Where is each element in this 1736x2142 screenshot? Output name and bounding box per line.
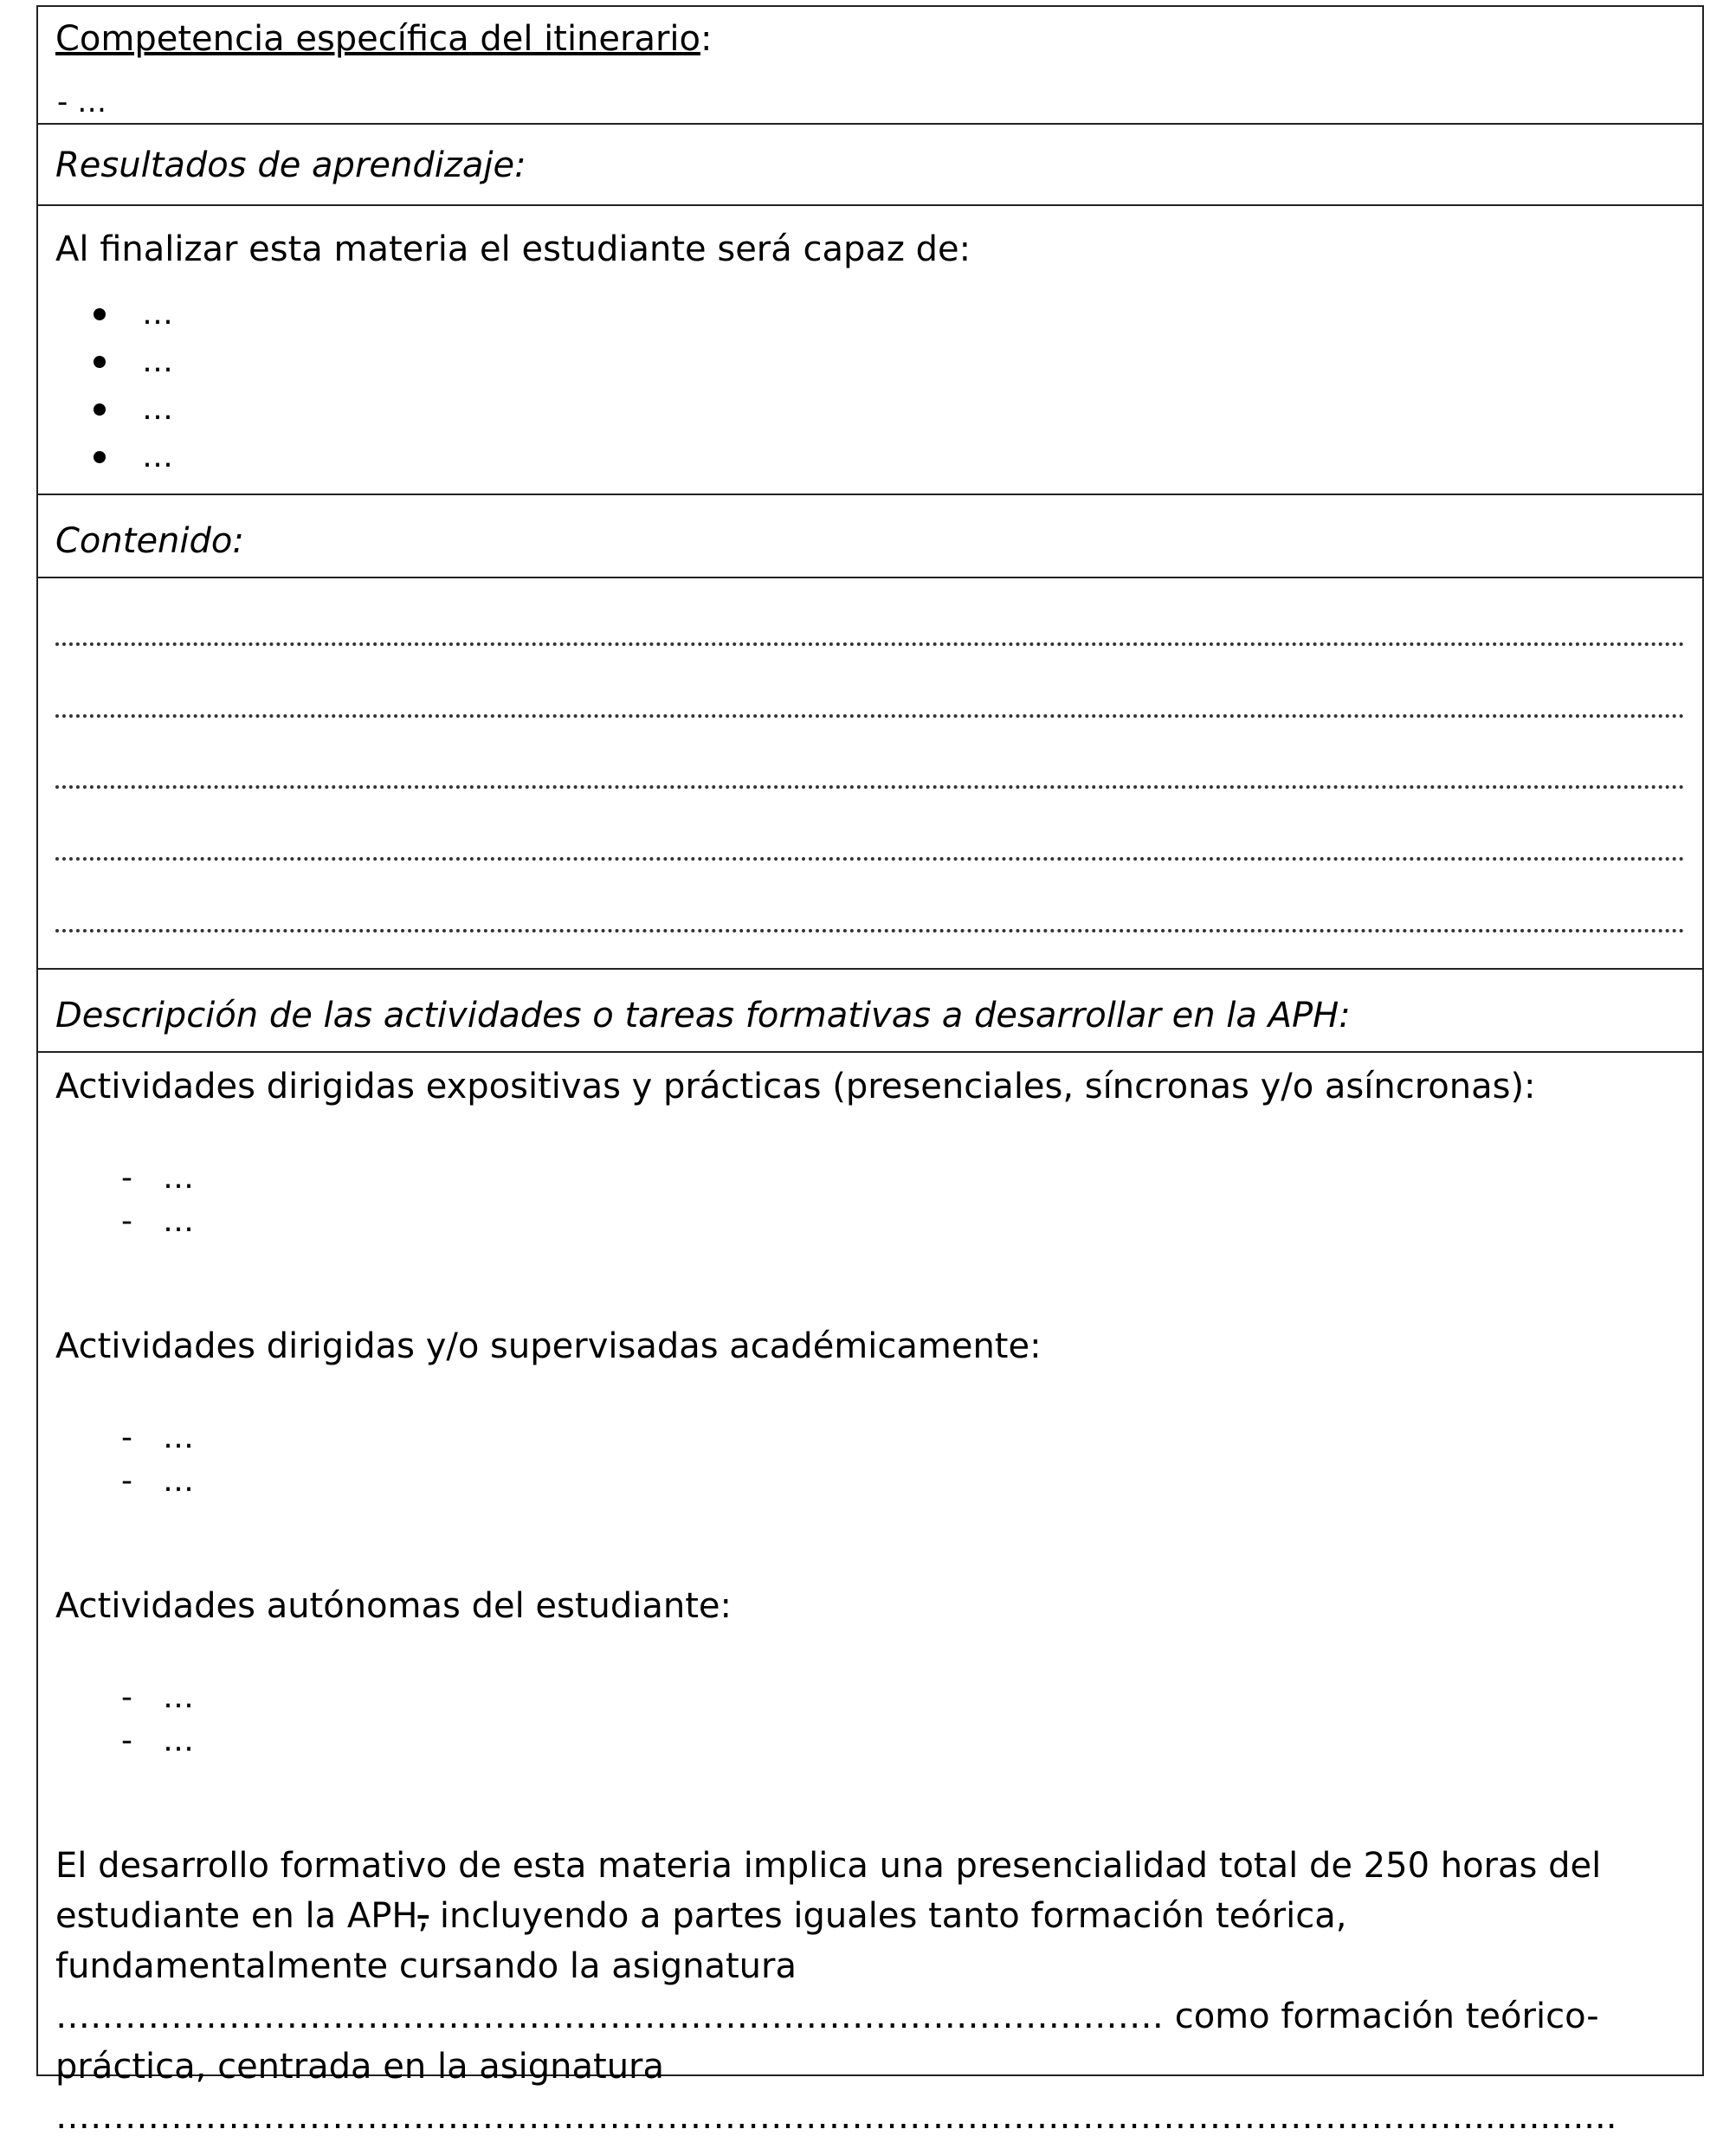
list-item: … (163, 1203, 194, 1239)
dotted-line (55, 714, 1685, 718)
activity-group-title: Actividades dirigidas y/o supervisadas académicamente: (55, 1326, 1042, 1366)
struck-comma: , (417, 1896, 429, 1936)
dash-marker: - (121, 1680, 132, 1715)
list-item: … (142, 439, 173, 474)
dash-marker: - (121, 1203, 132, 1239)
competencia-item: - … (57, 85, 107, 119)
dotted-line (55, 929, 1685, 932)
summary-paragraph (55, 1841, 1683, 2142)
competencia-label: Competencia específica del itinerario (55, 19, 700, 59)
divider (38, 968, 1702, 970)
form-table (36, 5, 1704, 2137)
competencia-label-line (55, 17, 712, 61)
list-item: … (163, 1420, 194, 1455)
resultados-heading: Resultados de aprendizaje: (55, 145, 526, 185)
bullet-icon (94, 451, 106, 463)
dash-marker: - (121, 1723, 132, 1758)
dash-marker: - (121, 1160, 132, 1196)
list-item: … (163, 1160, 194, 1196)
dotted-line (55, 642, 1685, 646)
resultados-intro: Al finalizar esta materia el estudiante será capaz de: (55, 229, 971, 269)
divider (38, 204, 1702, 206)
dotted-line (55, 785, 1685, 789)
list-item: … (142, 344, 173, 379)
dash-marker: - (121, 1463, 132, 1499)
list-item: … (163, 1723, 194, 1758)
dash-marker: - (121, 1420, 132, 1455)
bullet-icon (94, 308, 106, 320)
descripcion-heading: Descripción de las actividades o tareas formativas a desarrollar en la APH: (55, 996, 1351, 1036)
dotted-line (55, 857, 1685, 861)
bullet-icon (94, 403, 106, 416)
activity-group-title: Actividades dirigidas expositivas y prácticas (presenciales, síncronas y/o asíncronas): (55, 1067, 1536, 1106)
divider (38, 577, 1702, 578)
list-item: … (163, 1680, 194, 1715)
list-item: … (142, 391, 173, 427)
activity-group-title: Actividades autónomas del estudiante: (55, 1586, 732, 1626)
paragraph-text: El desarrollo formativo de esta materia implica una presencialidad total de 250 horas del estudiante en la APH (55, 1846, 1602, 1936)
divider (38, 494, 1702, 495)
bullet-icon (94, 356, 106, 368)
list-item: … (142, 296, 173, 332)
competencia-colon: : (700, 19, 713, 59)
contenido-heading: Contenido: (55, 521, 244, 561)
paragraph-text: incluyendo a partes iguales tanto formación teórica, fundamentalmente cursando la asignatura …………………………………………………………………………………… como formación teórico-práctica, centrada en la asignatura ………….………………………………………………………………………………………………............... (55, 1896, 1617, 2137)
divider (38, 123, 1702, 125)
list-item: … (163, 1463, 194, 1499)
divider (38, 1051, 1702, 1053)
competencia-section (38, 7, 1702, 123)
